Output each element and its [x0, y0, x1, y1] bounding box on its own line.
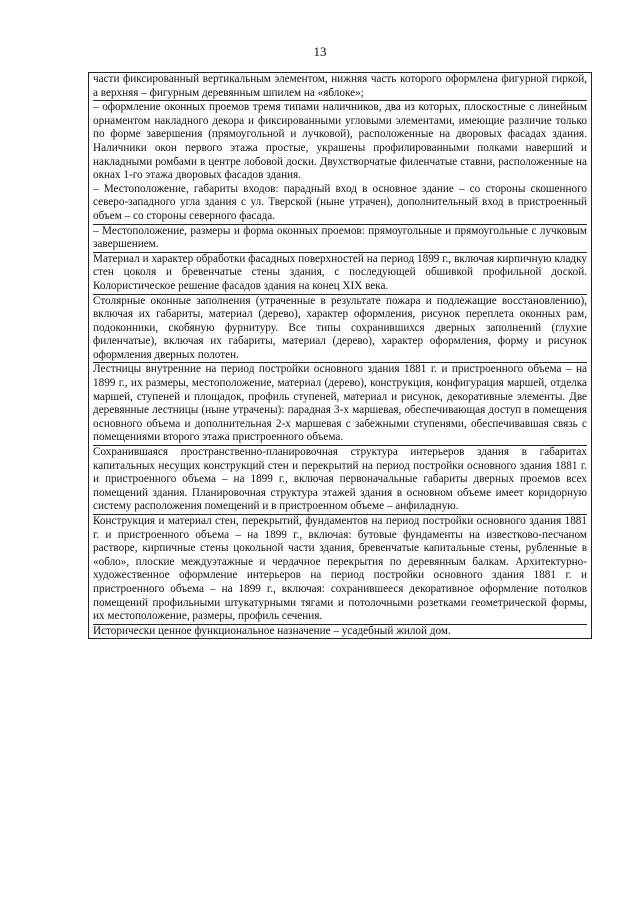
paragraph-construction-interiors: Конструкция и материал стен, перекрытий, фундаментов на период постройки основного здания 1881 г. и пристроенного объема – на 1899 г., включая: бутовые фундаменты на известково-песчаном растворе, кирпичные стены цокольной части здания, бревенчатые капитальные стены, рубленные в «обло», плоские междуэтажные и чердачное перекрытия по деревянным балкам. Архитектурно-художественное оформление интерьеров на период постройки основного здания 1881 г. и пристроенного объема – на 1899 г., включая: сохранившееся декоративное оформление потолков помещений профильными штукатурными тягами и потолочными розетками геометрической формы, их местоположение, размеры, профиль сечения. — [93, 515, 587, 625]
paragraph-entrances: – Местоположение, габариты входов: парадный вход в основное здание – со стороны скошенного северо-западного угла здания с ул. Тверской (ныне утрачен), дополнительный вход в пристроенный объем – со стороны северного фасада. — [93, 183, 587, 225]
paragraph-staircases: Лестницы внутренние на период постройки основного здания 1881 г. и пристроенного объема – на 1899 г., их размеры, местоположение, материал (дерево), конструкция, конфигурация маршей, отделка маршей, ступеней и площадок, профиль ступеней, материал и рисунок, декоративные элементы. Две деревянные лестницы (ныне утрачены): парадная 3-х маршевая, обеспечивающая доступ в помещения основного объема и дополнительная 2-х маршевая с забежными ступенями, обеспечивавшая связь с помещениями второго этажа пристроенного объема. — [93, 363, 587, 446]
page-number: 13 — [313, 44, 327, 59]
paragraph-window-openings: – Местоположение, размеры и форма оконных проемов: прямоугольные и прямоугольные с лучковым завершением. — [93, 225, 587, 253]
paragraph-finial-continuation: части фиксированный вертикальным элементом, нижняя часть которого оформлена фигурной гиркой, а верхняя – фигурным деревянным шпилем на «яблоке»; — [93, 73, 587, 101]
paragraph-function: Исторически ценное функциональное назначение – усадебный жилой дом. — [93, 624, 451, 637]
paragraph-facade-materials: Материал и характер обработки фасадных поверхностей на период 1899 г., включая кирпичную кладку стен цоколя и бревенчатые стены здания, с последующей обшивкой профильной доской. Колористическое решение фасадов здания на конец XIX века. — [93, 253, 587, 295]
paragraph-joinery: Столярные оконные заполнения (утраченные в результате пожара и подлежащие восстановлению), включая их габариты, материал (дерево), характер оформления, рисунок переплета оконных рам, подоконники, скобяную фурнитуру. Все типы сохранившихся дверных заполнений (глухие филенчатые), включая их габариты, материал (дерево), характер оформления, форму и рисунок оформления дверных полотен. — [93, 295, 587, 364]
document-text-block — [88, 72, 592, 639]
paragraph-spatial-structure: Сохранившаяся пространственно-планировочная структура интерьеров здания в габаритах капитальных несущих конструкций стен и перекрытий на период постройки основного здания 1881 г. и пристроенного объема – на 1899 г., включая первоначальные габариты дверных проемов всех помещений здания. Планировочная структура этажей здания в основном объеме имеет коридорную систему расположения помещений и в пристроенном объеме – анфиладную. — [93, 446, 587, 515]
paragraph-window-trims: – оформление оконных проемов тремя типами наличников, два из которых, плоскостные с линейным орнаментом накладного декора и фиксированными угловыми элементами, имеющие различие только по форме завершения (прямоугольной и лучковой), расположенные на дворовых фасадах здания. Наличники окон первого этажа простые, украшены профилированными полками наверший и накладными ромбами в центре лобовой доски. Двухстворчатые филенчатые ставни, расположенные на окнах 1-го этажа дворовых фасадов здания. — [93, 101, 587, 182]
